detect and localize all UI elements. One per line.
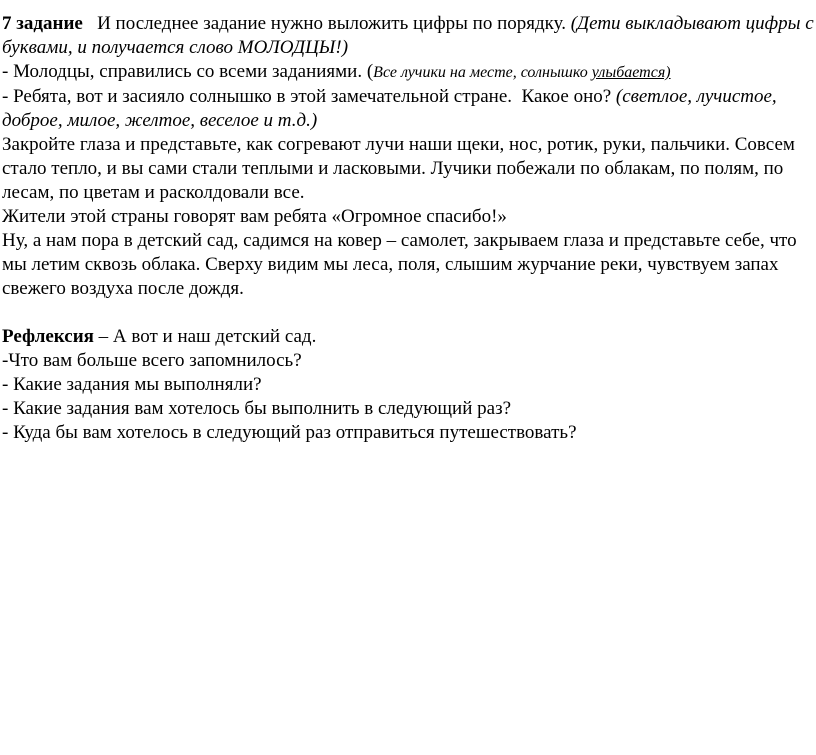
- task7-heading: 7 задание: [2, 13, 83, 34]
- praise-text: - Молодцы, справились со всеми заданиями. (: [2, 61, 374, 82]
- reflection-paragraph: [2, 325, 814, 349]
- task7-paragraph: [2, 12, 814, 60]
- sun-paragraph: [2, 85, 814, 133]
- praise-paragraph: [2, 60, 814, 85]
- sun-text: - Ребята, вот и засияло солнышко в этой замечательной стране. Какое оно?: [2, 86, 616, 107]
- praise-note-underlined: улыбается): [591, 64, 671, 81]
- blank-line: [2, 301, 814, 325]
- praise-note: Все лучики на месте, солнышко: [373, 64, 592, 81]
- thanks-paragraph: Жители этой страны говорят вам ребята «Огромное спасибо!»: [2, 206, 507, 227]
- reflection-heading: Рефлексия: [2, 326, 94, 347]
- reflection-text: – А вот и наш детский сад.: [93, 326, 317, 347]
- reflection-question: - Какие задания вам хотелось бы выполнить в следующий раз?: [2, 398, 512, 419]
- sun-note: (светлое, лучистое, доброе, милое, желтое, веселое и т.д.): [2, 86, 777, 131]
- task7-note: (Дети выкладывают цифры с буквами, и получается слово МОЛОДЦЫ!): [2, 13, 814, 58]
- reflection-question: - Какие задания мы выполняли?: [2, 374, 262, 395]
- reflection-question: - Куда бы вам хотелось в следующий раз отправиться путешествовать?: [2, 422, 577, 443]
- task7-text: И последнее задание нужно выложить цифры по порядку.: [82, 13, 571, 34]
- document-page: [2, 12, 814, 445]
- reflection-question: -Что вам больше всего запомнилось?: [2, 350, 302, 371]
- return-trip-paragraph: Ну, а нам пора в детский сад, садимся на ковер – самолет, закрываем глаза и представьте себе, что мы летим сквозь облака. Сверху видим мы леса, поля, слышим журчание реки, чувствуем запах свежего воздуха после дождя.: [2, 230, 797, 299]
- close-eyes-paragraph: Закройте глаза и представьте, как согревают лучи наши щеки, нос, ротик, руки, пальчики. Совсем стало тепло, и вы сами стали теплыми и ласковыми. Лучики побежали по облакам, по полям, по лесам, по цветам и расколдовали все.: [2, 134, 795, 203]
